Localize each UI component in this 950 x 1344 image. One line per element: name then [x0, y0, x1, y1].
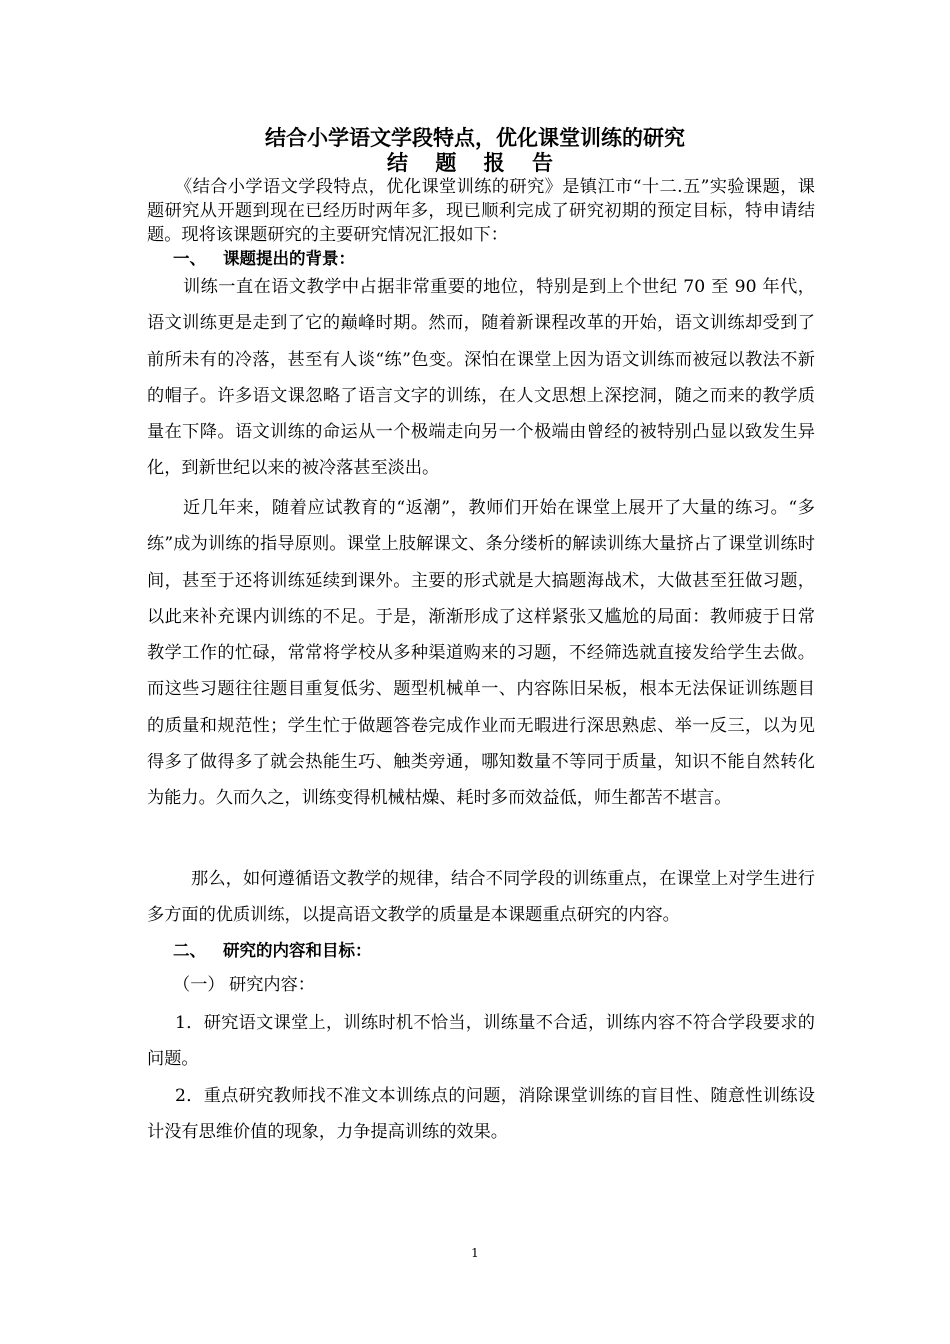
- document-title: 结合小学语文学段特点，优化课堂训练的研究: [265, 126, 685, 150]
- body-paragraph: 训练一直在语文教学中占据非常重要的地位，特别是到上个世纪 70 至 90 年代，语文训练更是走到了它的巅峰时期。然而，随着新课程改革的开始，语文训练却受到了前所未有的冷落，甚至有人谈“练”色变。深怕在课堂上因为语文训练而被冠以教法不新的帽子。许多语文课忽略了语言文字的训练，在人文思想上深挖洞，随之而来的教学质量在下降。语文训练的命运从一个极端走向另一个极端由曾经的被特别凸显以致发生异化，到新世纪以来的被冷落甚至淡出。: [147, 277, 815, 479]
- section-heading-background: [173, 248, 355, 270]
- body-paragraph: 那么，如何遵循语文教学的规律，结合不同学段的训练重点，在课堂上对学生进行多方面的优质训练，以提高语文教学的质量是本课题重点研究的内容。: [147, 869, 815, 926]
- section-heading-text: 课题提出的背景：: [223, 249, 355, 268]
- subsection-heading-text: 研究内容：: [229, 975, 315, 995]
- subsection-heading: [173, 973, 315, 997]
- section-number: 二、: [173, 941, 206, 960]
- section-number: 一、: [173, 249, 206, 268]
- numbered-item: 2．重点研究教师找不准文本训练点的问题，消除课堂训练的盲目性、随意性训练设计没有思维价值的现象，力争提高训练的效果。: [147, 1086, 815, 1143]
- intro-paragraph: 《结合小学语文学段特点，优化课堂训练的研究》是镇江市“十二.五”实验课题，课题研究从开题到现在已经历时两年多，现已顺利完成了研究初期的预定目标，特申请结题。现将该课题研究的主要研究情况汇报如下：: [147, 177, 815, 245]
- section-heading-content-goals: [173, 940, 372, 962]
- body-paragraph: 近几年来，随着应试教育的“返潮”，教师们开始在课堂上展开了大量的练习。“多练”成为训练的指导原则。课堂上肢解课文、条分缕析的解读训练大量挤占了课堂训练时间，甚至于还将训练延续到课外。主要的形式就是大搞题海战术，大做甚至狂做习题，以此来补充课内训练的不足。于是，渐渐形成了这样紧张又尴尬的局面：教师疲于日常教学工作的忙碌，常常将学校从多种渠道购来的习题，不经筛选就直接发给学生去做。而这些习题往往题目重复低劣、题型机械单一、内容陈旧呆板，根本无法保证训练题目的质量和规范性；学生忙于做题答卷完成作业而无暇进行深思熟虑、举一反三，以为见得多了做得多了就会热能生巧、触类旁通，哪知数量不等同于质量，知识不能自然转化为能力。久而久之，训练变得机械枯燥、耗时多而效益低，师生都苦不堪言。: [147, 498, 815, 809]
- page-number: 1: [471, 1246, 479, 1260]
- numbered-item: 1．研究语文课堂上，训练时机不恰当，训练量不合适，训练内容不符合学段要求的问题。: [147, 1013, 815, 1070]
- subsection-number: （一）: [173, 975, 225, 995]
- document-subtitle: 结 题 报 告: [387, 151, 563, 175]
- section-heading-text: 研究的内容和目标：: [223, 941, 372, 960]
